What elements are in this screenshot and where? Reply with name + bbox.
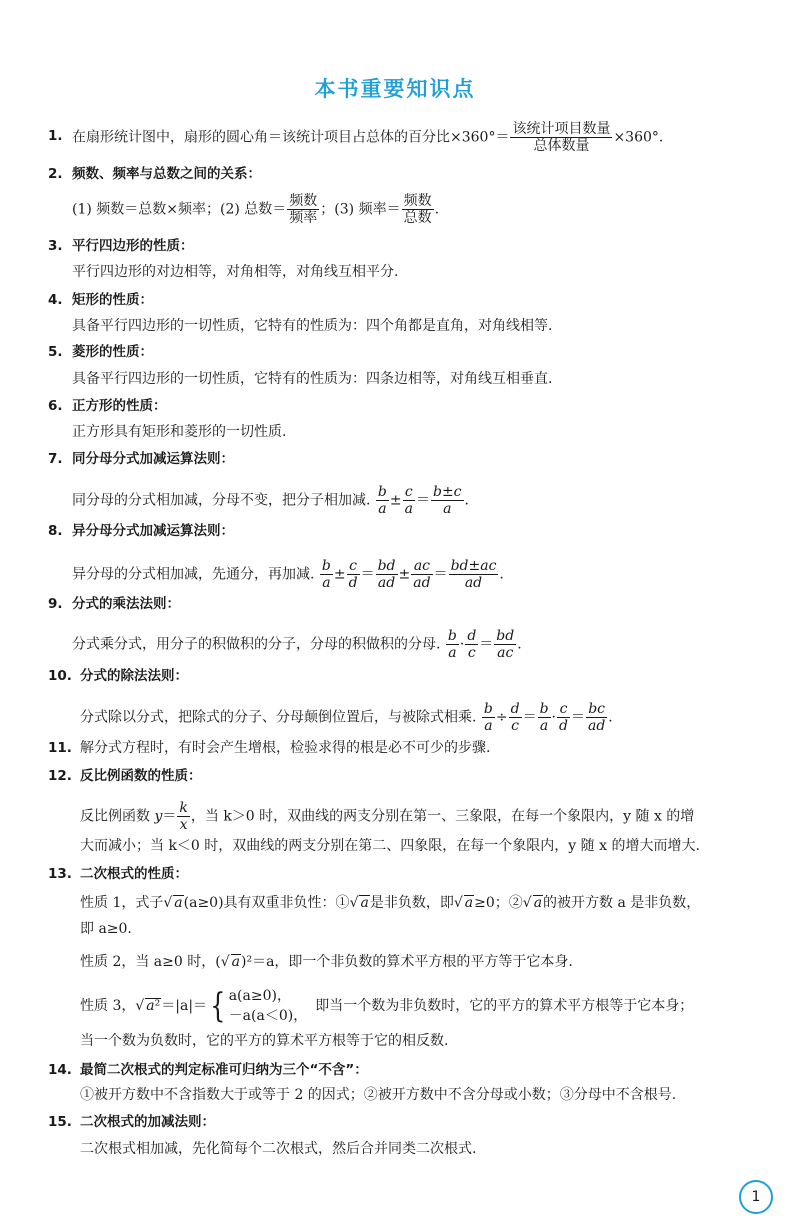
fraction: $\frac{bd}{ad}$	[377, 558, 396, 591]
item-number: 8.	[48, 523, 63, 539]
item-7-heading: 同分母分式加减运算法则：	[72, 451, 234, 467]
item-5-heading: 菱形的性质：	[72, 344, 153, 360]
item-12-part: y 随 x 的增	[623, 808, 695, 825]
item-13-part: )²＝a，即一个非负数的算术平方根的平方等于它本身.	[241, 954, 573, 970]
fraction: $\frac{d}{c}$	[510, 701, 520, 734]
item-2-part: (1) 频数＝总数×频率；(2) 总数＝	[72, 201, 287, 218]
item-number: 1.	[48, 128, 63, 144]
item-number: 9.	[48, 596, 63, 612]
fraction: $\frac{c}{a}$	[404, 484, 413, 517]
item-7-text: 同分母的分式相加减，分母不变，把分子相加减.	[72, 492, 371, 509]
fraction: $\frac{bd\pm ac}{ad}$	[450, 558, 497, 591]
item-9-text: 分式乘分式，用分子的积做积的分子，分母的积做积的分母.	[72, 636, 441, 653]
item-6-body: 正方形具有矩形和菱形的一切性质.	[72, 424, 287, 440]
item-13-property-1-cont: 即 a≥0.	[80, 921, 132, 937]
fraction: $\frac{bc}{ad}$	[587, 701, 606, 734]
page-number: 1	[739, 1180, 773, 1214]
item-8-text: 异分母的分式相加减，先通分，再加减.	[72, 566, 315, 583]
sqrt-icon: √	[163, 895, 173, 911]
item-number: 4.	[48, 292, 63, 308]
item-number: 14.	[48, 1062, 72, 1078]
item-number: 2.	[48, 166, 63, 182]
item-number: 10.	[48, 668, 72, 684]
item-12-part: k＞0 时，双曲线的两支分别在第一、三象限，在每一个象限内，	[223, 808, 624, 825]
item-12-part: ，当	[190, 808, 224, 825]
item-3-heading: 平行四边形的性质：	[72, 238, 194, 254]
fraction: $\frac{b}{a}$	[447, 628, 457, 661]
fraction: $\frac{b}{a}$	[377, 484, 387, 517]
item-8-heading: 异分母分式加减运算法则：	[72, 523, 234, 539]
fraction-denominator: 频率	[289, 210, 318, 226]
fraction-numerator: 频数	[289, 193, 318, 209]
item-number: 6.	[48, 398, 63, 414]
item-13-property-2: 性质 2，当 a≥0 时，(√ a)²＝a，即一个非负数的算术平方根的平方等于它本身.	[80, 954, 573, 970]
fraction	[287, 193, 319, 226]
item-number: 5.	[48, 344, 63, 360]
item-2-body	[72, 193, 439, 226]
fraction: $\frac{k}{x}$	[179, 800, 188, 833]
item-13-part: 是非负数，即	[369, 895, 454, 911]
fraction-denominator: 总体数量	[510, 137, 612, 154]
item-4-body: 具备平行四边形的一切性质，它特有的性质为：四个角都是直角，对角线相等.	[72, 318, 553, 334]
item-13-part: 的被开方数 a 是非负数，	[543, 895, 701, 911]
piecewise-cases	[229, 986, 308, 1026]
item-10-text: 分式除以分式，把除式的分子、分母颠倒位置后，与被除式相乘.	[80, 709, 477, 726]
item-12-part: 反比例函数	[80, 808, 155, 825]
item-9-body: 分式乘分式，用分子的积做积的分子，分母的积做积的分母. $\frac{b}{a}$ · $\frac{d}{c}$ ＝ $\frac{bd}{ac}$ .	[72, 628, 522, 661]
item-13-part: 即当一个数为非负数时，它的平方的算术平方根等于它本身；	[315, 998, 694, 1014]
sqrt-icon: √	[522, 895, 532, 911]
page-title: 本书重要知识点	[314, 77, 476, 101]
sqrt-icon: √	[135, 998, 145, 1014]
item-number: 7.	[48, 451, 63, 467]
item-7-body: 同分母的分式相加减，分母不变，把分子相加减. $\frac{b}{a}$ ± $\frac{c}{a}$ ＝ $\frac{b\pm c}{a}$ .	[72, 484, 469, 517]
sqrt-icon: √	[349, 895, 359, 911]
item-13-part: 性质 1，式子	[80, 895, 164, 911]
item-9-heading: 分式的乘法法则：	[72, 596, 180, 612]
fraction: $\frac{c}{d}$	[348, 558, 358, 591]
item-13-property-1: 性质 1，式子√ a(a≥0)具有双重非负性：①√ a是非负数，即√ a≥0；②√ a的被开方数 a 是非负数，	[80, 895, 701, 911]
fraction: $\frac{b\pm c}{a}$	[432, 484, 462, 517]
item-11-body: 解分式方程时，有时会产生增根，检验求得的根是必不可少的步骤.	[80, 740, 491, 756]
fraction: $\frac{d}{c}$	[467, 628, 477, 661]
item-13-part: ≥0；②	[474, 895, 523, 911]
case-2: －a(a＜0)，	[228, 1008, 308, 1024]
item-2-part: ；(3) 频率＝	[320, 201, 401, 218]
item-number: 13.	[48, 866, 72, 882]
sqrt-icon: √	[220, 954, 230, 970]
item-4-heading: 矩形的性质：	[72, 292, 153, 308]
fraction-numerator: 该统计项目数量	[512, 121, 611, 137]
item-13-part: (a≥0)具有双重非负性：①	[183, 895, 350, 911]
item-13-property-3: 性质 3，√ a²＝|a|＝{ a(a≥0)， －a(a＜0)， 即当一个数为非负数时，它的平方的算术平方根等于它本身；	[80, 986, 694, 1026]
item-10-heading: 分式的除法法则：	[80, 668, 188, 684]
item-12-line-1: 反比例函数 y＝ $\frac{k}{x}$ ，当 k＞0 时，双曲线的两支分别在第一、三象限，在每一个象限内，y 随 x 的增	[80, 800, 695, 833]
item-13-part: 性质 2，当 a≥0 时，(	[80, 954, 221, 970]
item-number: 15.	[48, 1114, 72, 1130]
fraction-denominator: 总数	[403, 210, 432, 226]
sqrt-icon: √	[453, 895, 463, 911]
fraction: $\frac{c}{d}$	[559, 701, 568, 734]
item-number: 3.	[48, 238, 63, 254]
item-14-body: ①被开方数中不含指数大于或等于 2 的因式；②被开方数中不含分母或小数；③分母中不含根号.	[80, 1087, 677, 1103]
item-number: 12.	[48, 768, 72, 784]
item-6-heading: 正方形的性质：	[72, 398, 167, 414]
item-1-part: ×360°.	[613, 129, 664, 146]
item-15-heading: 二次根式的加减法则：	[80, 1114, 215, 1130]
item-13-part: ＝|a|＝	[161, 998, 208, 1014]
fraction: $\frac{ac}{ad}$	[413, 558, 431, 591]
item-8-body: 异分母的分式相加减，先通分，再加减. $\frac{b}{a}$ ± $\frac{c}{d}$ ＝ $\frac{bd}{ad}$ ± $\frac{ac}{ad}$ ＝ $\frac{bd\pm ac}{ad}$ .	[72, 558, 504, 591]
item-15-body: 二次根式相加减，先化简每个二次根式，然后合并同类二次根式.	[80, 1141, 477, 1157]
item-13-part: 性质 3，	[80, 998, 136, 1014]
item-14-heading: 最简二次根式的判定标准可归纳为三个“不含”：	[80, 1062, 368, 1078]
item-5-body: 具备平行四边形的一切性质，它特有的性质为：四条边相等，对角线互相垂直.	[72, 371, 553, 387]
item-1-part: 在扇形统计图中，扇形的圆心角＝该统计项目占总体的百分比×360°＝	[72, 129, 510, 146]
item-12-line-2: 大而减小；当 k＜0 时，双曲线的两支分别在第二、四象限，在每一个象限内，y 随 x 的增大而增大.	[80, 838, 700, 854]
item-13-property-3-cont: 当一个数为负数时，它的平方的算术平方根等于它的相反数.	[80, 1033, 449, 1049]
item-3-body: 平行四边形的对边相等，对角相等，对角线互相平分.	[72, 264, 399, 280]
case-1: a(a≥0)，	[228, 988, 291, 1004]
fraction-numerator: 频数	[403, 193, 432, 209]
fraction: $\frac{bd}{ac}$	[496, 628, 515, 661]
fraction: $\frac{b}{a}$	[539, 701, 549, 734]
item-number: 11.	[48, 740, 72, 756]
item-10-body: 分式除以分式，把除式的分子、分母颠倒位置后，与被除式相乘. $\frac{b}{a}$ ÷ $\frac{d}{c}$ ＝ $\frac{b}{a}$ · $\frac{c}{d}$ ＝ $\frac{bc}{ad}$ .	[80, 701, 613, 734]
fraction: $\frac{b}{a}$	[483, 701, 493, 734]
item-2-heading: 频数、频率与总数之间的关系：	[72, 166, 261, 182]
fraction	[402, 193, 434, 226]
fraction: $\frac{b}{a}$	[321, 558, 331, 591]
item-12-heading: 反比例函数的性质：	[80, 768, 202, 784]
item-13-heading: 二次根式的性质：	[80, 866, 188, 882]
left-brace: {	[210, 986, 226, 1026]
fraction	[510, 121, 612, 154]
item-1-text	[72, 121, 663, 154]
item-2-part: .	[434, 201, 440, 218]
